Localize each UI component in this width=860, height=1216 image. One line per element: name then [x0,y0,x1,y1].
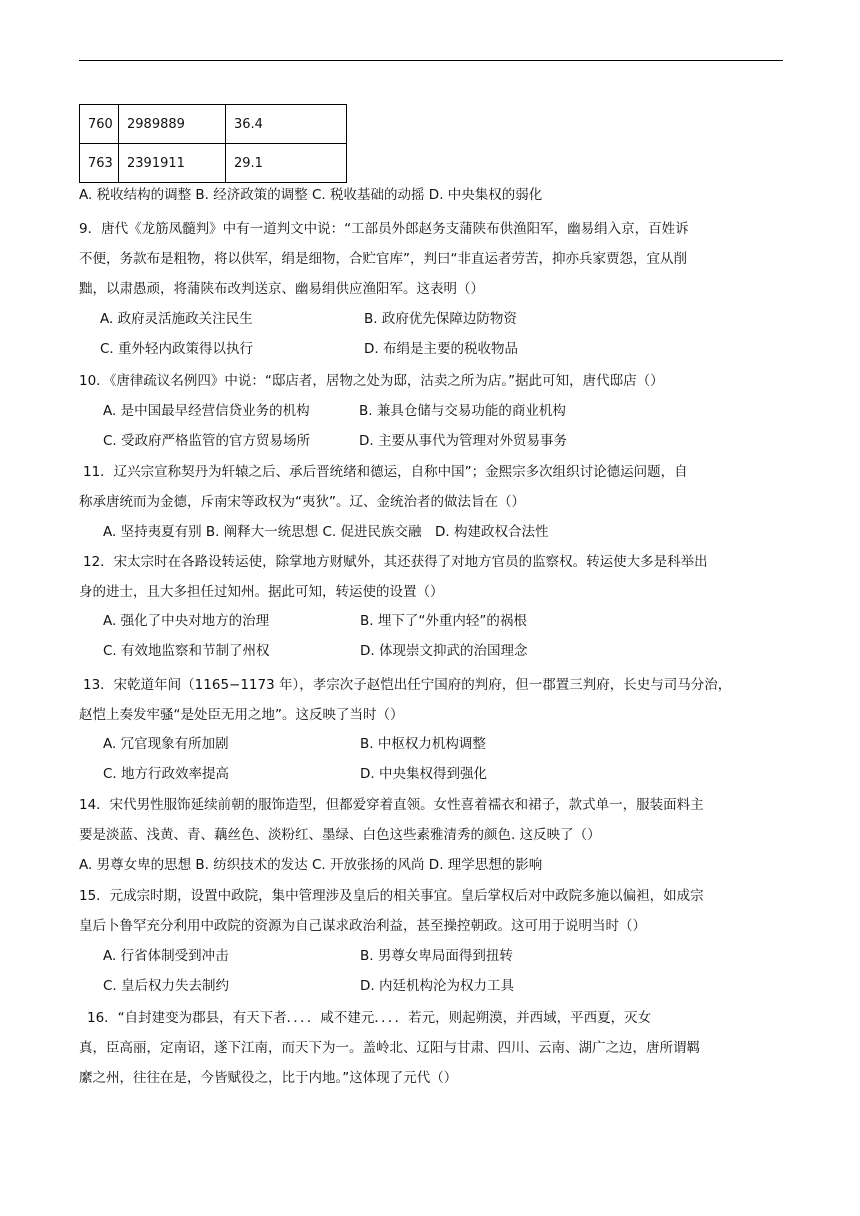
q10-line-1: 10．《唐律疏议名例四》中说：“邸店者，居物之处为邸，沽卖之所为店。”据此可知，唐代邸店（） [79,373,664,389]
table-cell: 763 [80,144,119,183]
table-cell: 760 [80,105,119,144]
q9-line-3: 黜，以肃愚顽，将蒲陕布改判送京、幽易绢供应渔阳军。这表明（） [79,281,484,297]
header-rule [79,60,783,61]
q12-option-c: C. 有效地监察和节制了州权 [103,643,270,659]
q8-options: A. 税收结构的调整 B. 经济政策的调整 C. 税收基础的动摇 D. 中央集权的弱化 [79,187,543,203]
q15-option-d: D. 内廷机构沦为权力工具 [360,978,514,994]
q16-line-2: 真，臣高丽，定南诏，遂下江南，而天下为一。盖岭北、辽阳与甘肃、四川、云南、湖广之边，唐所谓羁 [79,1040,700,1056]
q16-line-1: 16．“自封建变为郡县，有天下者．．．．咸不建元．．．．若元，则起朔漠，并西域，平西夏，灭女 [87,1010,652,1026]
q12-line-2: 身的进士，且大多担任过知州。据此可知，转运使的设置（） [79,584,444,600]
table-cell: 2391911 [119,144,226,183]
q12-option-d: D. 体现崇文抑武的治国理念 [360,643,528,659]
q13-option-c: C. 地方行政效率提高 [103,766,230,782]
q11-line-1: 11．辽兴宗宣称契丹为轩辕之后、承后晋统绪和德运，自称中国”；金熙宗多次组织讨论德运问题，自 [83,464,688,480]
q13-option-b: B. 中枢权力机构调整 [360,736,486,752]
q9-option-c: C. 重外轻内政策得以执行 [100,341,254,357]
q14-options: A. 男尊女卑的思想 B. 纺织技术的发达 C. 开放张扬的风尚 D. 理学思想的影响 [79,857,543,873]
q10-option-b: B. 兼具仓储与交易功能的商业机构 [359,403,566,419]
q15-option-b: B. 男尊女卑局面得到扭转 [360,948,513,964]
q13-option-a: A. 冗官现象有所加剧 [103,736,229,752]
q11-line-2: 称承唐统而为金德，斥南宋等政权为“夷狄”。辽、金统治者的做法旨在（） [79,494,525,510]
table-cell: 36.4 [226,105,347,144]
q12-option-b: B. 埋下了“外重内轻”的祸根 [360,613,527,629]
q15-line-2: 皇后卜鲁罕充分利用中政院的资源为自己谋求政治利益，甚至操控朝政。这可用于说明当时（） [79,918,646,934]
q13-option-d: D. 中央集权得到强化 [360,766,487,782]
q9-option-b: B. 政府优先保障边防物资 [364,311,517,327]
q14-line-2: 要是淡蓝、浅黄、青、藕丝色、淡粉红、墨绿、白色这些素雅清秀的颜色. 这反映了（） [79,827,601,843]
table-row [80,144,347,183]
q13-line-2: 赵恺上奏发牢骚“是处臣无用之地”。这反映了当时（） [79,707,404,723]
q10-option-d: D. 主要从事代为管理对外贸易事务 [359,433,567,449]
data-table [79,104,347,183]
q15-option-a: A. 行省体制受到冲击 [103,948,229,964]
q16-line-3: 縻之州，往往在是，今皆赋役之，比于内地。”这体现了元代（） [79,1070,458,1086]
q9-line-1: 9．唐代《龙筋凤髓判》中有一道判文中说：“工部员外郎赵务支蒲陕布供渔阳军，幽易绢入京，百姓诉 [79,221,689,237]
q9-option-a: A. 政府灵活施政关注民生 [100,311,253,327]
table-cell: 29.1 [226,144,347,183]
q15-option-c: C. 皇后权力失去制约 [103,978,230,994]
q12-line-1: 12．宋太宗时在各路设转运使，除掌地方财赋外，其还获得了对地方官员的监察权。转运使大多是科举出 [83,554,708,570]
table-cell: 2989889 [119,105,226,144]
table-row [80,105,347,144]
q11-options: A. 坚持夷夏有别 B. 阐释大一统思想 C. 促进民族交融 D. 构建政权合法性 [103,524,549,540]
q14-line-1: 14．宋代男性服饰延续前朝的服饰造型，但都爱穿着直领。女性喜着襦衣和裙子，款式单一，服装面料主 [79,797,704,813]
q9-line-2: 不便，务款布是粗物，将以供军，绢是细物，合贮官库”，判曰“非直运者劳苦，抑亦兵家贾怨，宜从削 [79,251,687,267]
q15-line-1: 15．元成宗时期，设置中政院，集中管理涉及皇后的相关事宜。皇后掌权后对中政院多施以偏袒，如成宗 [79,888,704,904]
q13-line-1: 13．宋乾道年间（1165−1173 年），孝宗次子赵恺出任宁国府的判府，但一郡置三判府，长史与司马分治， [83,677,732,693]
q10-option-c: C. 受政府严格监管的官方贸易场所 [103,433,311,449]
q9-option-d: D. 布绢是主要的税收物品 [364,341,518,357]
q12-option-a: A. 强化了中央对地方的治理 [103,613,270,629]
q10-option-a: A. 是中国最早经营信贷业务的机构 [103,403,310,419]
